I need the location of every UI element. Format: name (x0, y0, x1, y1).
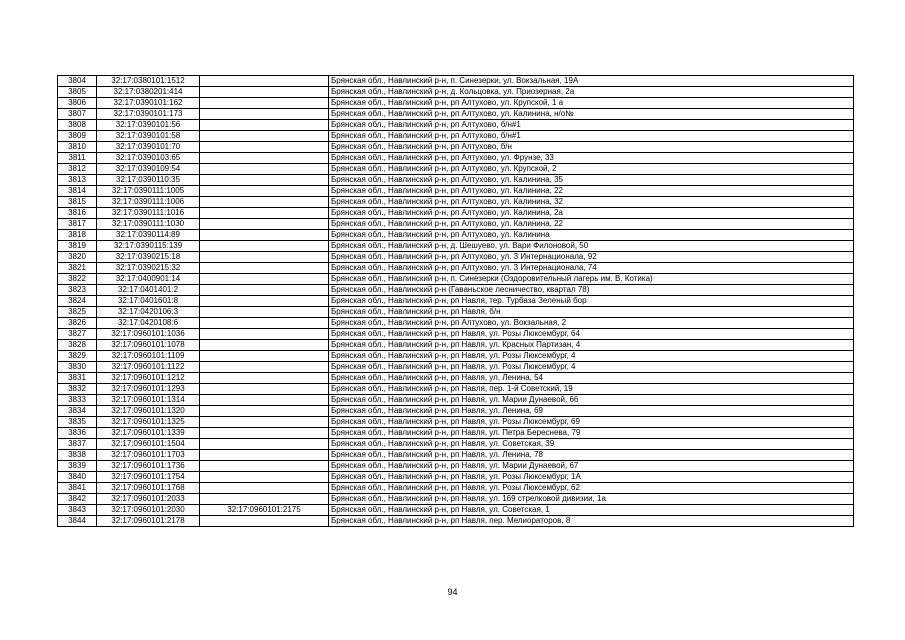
linked-cadastral-cell (200, 362, 329, 373)
linked-cadastral-cell (200, 494, 329, 505)
row-number-cell: 3808 (58, 120, 97, 131)
cadastral-number-cell: 32:17:0390110:35 (97, 175, 200, 186)
linked-cadastral-cell (200, 175, 329, 186)
table-row (58, 461, 854, 472)
cadastral-number-cell: 32:17:0960101:1036 (97, 329, 200, 340)
table-body (58, 76, 854, 527)
address-cell: Брянская обл., Навлинский р-н, рп Навля, пер. Мелиораторов, 8 (329, 516, 854, 527)
row-number-cell: 3831 (58, 373, 97, 384)
linked-cadastral-cell (200, 439, 329, 450)
table-row (58, 406, 854, 417)
address-cell: Брянская обл., Навлинский р-н, рп Навля, ул. Розы Люксембург, 4 (329, 362, 854, 373)
linked-cadastral-cell (200, 142, 329, 153)
cadastral-number-cell: 32:17:0960101:1212 (97, 373, 200, 384)
cadastral-number-cell: 32:17:0390101:162 (97, 98, 200, 109)
row-number-cell: 3844 (58, 516, 97, 527)
table-row (58, 230, 854, 241)
address-cell: Брянская обл., Навлинский р-н, рп Алтухово, ул. Калинина, 2а (329, 208, 854, 219)
row-number-cell: 3815 (58, 197, 97, 208)
address-cell: Брянская обл., Навлинский р-н, рп Навля, ул. Розы Люксембург, 62 (329, 483, 854, 494)
row-number-cell: 3811 (58, 153, 97, 164)
row-number-cell: 3839 (58, 461, 97, 472)
table-row (58, 131, 854, 142)
table-row (58, 208, 854, 219)
cadastral-number-cell: 32:17:0960101:1736 (97, 461, 200, 472)
linked-cadastral-cell (200, 274, 329, 285)
row-number-cell: 3824 (58, 296, 97, 307)
address-cell: Брянская обл., Навлинский р-н, рп Алтухово, ул. Крупской, 2 (329, 164, 854, 175)
cadastral-number-cell: 32:17:0390114:89 (97, 230, 200, 241)
cadastral-number-cell: 32:17:0960101:1078 (97, 340, 200, 351)
table-row (58, 153, 854, 164)
row-number-cell: 3817 (58, 219, 97, 230)
linked-cadastral-cell (200, 450, 329, 461)
table-row (58, 76, 854, 87)
row-number-cell: 3827 (58, 329, 97, 340)
row-number-cell: 3825 (58, 307, 97, 318)
table-row (58, 351, 854, 362)
linked-cadastral-cell (200, 230, 329, 241)
table-row (58, 439, 854, 450)
linked-cadastral-cell (200, 252, 329, 263)
cadastral-number-cell: 32:17:0390101:173 (97, 109, 200, 120)
cadastral-number-cell: 32:17:0960101:1504 (97, 439, 200, 450)
table-row (58, 87, 854, 98)
address-cell: Брянская обл., Навлинский р-н, рп Навля, ул. Советская, 1 (329, 505, 854, 516)
linked-cadastral-cell (200, 76, 329, 87)
row-number-cell: 3823 (58, 285, 97, 296)
address-cell: Брянская обл., Навлинский р-н, рп Алтухово, ул. 3 Интернационала, 92 (329, 252, 854, 263)
table-row (58, 142, 854, 153)
address-cell: Брянская обл., Навлинский р-н, рп Алтухово, ул. Калинина (329, 230, 854, 241)
row-number-cell: 3838 (58, 450, 97, 461)
linked-cadastral-cell (200, 307, 329, 318)
row-number-cell: 3806 (58, 98, 97, 109)
address-cell: Брянская обл., Навлинский р-н, рп Алтухово, б/н#1 (329, 131, 854, 142)
linked-cadastral-cell (200, 329, 329, 340)
cadastral-number-cell: 32:17:0390111:1006 (97, 197, 200, 208)
linked-cadastral-cell (200, 395, 329, 406)
cadastral-number-cell: 32:17:0400901:14 (97, 274, 200, 285)
cadastral-number-cell: 32:17:0390109:54 (97, 164, 200, 175)
table-row (58, 241, 854, 252)
address-cell: Брянская обл., Навлинский р-н, рп Алтухово, б/н (329, 142, 854, 153)
table-row (58, 472, 854, 483)
linked-cadastral-cell (200, 351, 329, 362)
linked-cadastral-cell (200, 472, 329, 483)
linked-cadastral-cell (200, 197, 329, 208)
address-cell: Брянская обл., Навлинский р-н, рп Навля, пер. 1-й Советский, 19 (329, 384, 854, 395)
cadastral-number-cell: 32:17:0960101:1122 (97, 362, 200, 373)
table-row (58, 109, 854, 120)
cadastral-number-cell: 32:17:0420108:6 (97, 318, 200, 329)
row-number-cell: 3828 (58, 340, 97, 351)
row-number-cell: 3832 (58, 384, 97, 395)
address-cell: Брянская обл., Навлинский р-н, рп Навля, ул. Розы Люксембург, 69 (329, 417, 854, 428)
linked-cadastral-cell (200, 516, 329, 527)
cadastral-table (57, 75, 854, 527)
cadastral-number-cell: 32:17:0960101:1325 (97, 417, 200, 428)
cadastral-number-cell: 32:17:0390115:139 (97, 241, 200, 252)
row-number-cell: 3834 (58, 406, 97, 417)
row-number-cell: 3813 (58, 175, 97, 186)
table-row (58, 197, 854, 208)
linked-cadastral-cell (200, 296, 329, 307)
cadastral-number-cell: 32:17:0960101:1754 (97, 472, 200, 483)
address-cell: Брянская обл., Навлинский р-н, рп Навля, ул. Марии Дунаевой, 66 (329, 395, 854, 406)
cadastral-number-cell: 32:17:0401401:2 (97, 285, 200, 296)
row-number-cell: 3833 (58, 395, 97, 406)
row-number-cell: 3818 (58, 230, 97, 241)
row-number-cell: 3809 (58, 131, 97, 142)
linked-cadastral-cell (200, 373, 329, 384)
linked-cadastral-cell (200, 219, 329, 230)
address-cell: Брянская обл., Навлинский р-н, рп Навля, ул. Красных Партизан, 4 (329, 340, 854, 351)
address-cell: Брянская обл., Навлинский р-н, рп Алтухово, ул. Вокзальная, 2 (329, 318, 854, 329)
table-row (58, 417, 854, 428)
linked-cadastral-cell (200, 340, 329, 351)
table-row (58, 274, 854, 285)
linked-cadastral-cell (200, 428, 329, 439)
linked-cadastral-cell (200, 109, 329, 120)
address-cell: Брянская обл., Навлинский р-н, рп Навля, ул. Петра Береснева, 79 (329, 428, 854, 439)
address-cell: Брянская обл., Навлинский р-н, рп Алтухово, ул. 3 Интернационала, 74 (329, 263, 854, 274)
linked-cadastral-cell: 32:17:0960101:2175 (200, 505, 329, 516)
row-number-cell: 3820 (58, 252, 97, 263)
address-cell: Брянская обл., Навлинский р-н, рп Навля, ул. Ленина, 78 (329, 450, 854, 461)
row-number-cell: 3826 (58, 318, 97, 329)
cadastral-number-cell: 32:17:0420106:3 (97, 307, 200, 318)
address-cell: Брянская обл., Навлинский р-н, рп Навля, ул. Розы Люксембург, 1А (329, 472, 854, 483)
table-row (58, 395, 854, 406)
row-number-cell: 3835 (58, 417, 97, 428)
cadastral-number-cell: 32:17:0380201:414 (97, 87, 200, 98)
cadastral-number-cell: 32:17:0390103:65 (97, 153, 200, 164)
table-row (58, 373, 854, 384)
address-cell: Брянская обл., Навлинский р-н, рп Навля, ул. Розы Люксембург, 64 (329, 329, 854, 340)
row-number-cell: 3830 (58, 362, 97, 373)
cadastral-number-cell: 32:17:0960101:1339 (97, 428, 200, 439)
table-row (58, 329, 854, 340)
linked-cadastral-cell (200, 285, 329, 296)
linked-cadastral-cell (200, 406, 329, 417)
table-row (58, 296, 854, 307)
cadastral-number-cell: 32:17:0390101:58 (97, 131, 200, 142)
cadastral-number-cell: 32:17:0390101:56 (97, 120, 200, 131)
row-number-cell: 3812 (58, 164, 97, 175)
table-row (58, 362, 854, 373)
cadastral-number-cell: 32:17:0390111:1016 (97, 208, 200, 219)
address-cell: Брянская обл., Навлинский р-н, рп Алтухово, б/н#1 (329, 120, 854, 131)
table-row (58, 98, 854, 109)
page-number: 94 (447, 587, 458, 597)
table-row (58, 318, 854, 329)
linked-cadastral-cell (200, 153, 329, 164)
cadastral-number-cell: 32:17:0390111:1030 (97, 219, 200, 230)
row-number-cell: 3842 (58, 494, 97, 505)
row-number-cell: 3829 (58, 351, 97, 362)
row-number-cell: 3841 (58, 483, 97, 494)
linked-cadastral-cell (200, 164, 329, 175)
cadastral-number-cell: 32:17:0960101:1768 (97, 483, 200, 494)
linked-cadastral-cell (200, 483, 329, 494)
table-row (58, 252, 854, 263)
row-number-cell: 3807 (58, 109, 97, 120)
address-cell: Брянская обл., Навлинский р-н, рп Навля, б/н (329, 307, 854, 318)
table-row (58, 307, 854, 318)
address-cell: Брянская обл., Навлинский р-н, рп Навля, ул. Советская, 39 (329, 439, 854, 450)
address-cell: Брянская обл., Навлинский р-н, рп Навля, тер. Турбаза Зеленый бор (329, 296, 854, 307)
linked-cadastral-cell (200, 186, 329, 197)
address-cell: Брянская обл., Навлинский р-н, рп Алтухово, ул. Калинина, 22 (329, 219, 854, 230)
row-number-cell: 3822 (58, 274, 97, 285)
row-number-cell: 3810 (58, 142, 97, 153)
address-cell: Брянская обл., Навлинский р-н, рп Алтухово, ул. Калинина, 35 (329, 175, 854, 186)
table-row (58, 263, 854, 274)
cadastral-number-cell: 32:17:0960101:1320 (97, 406, 200, 417)
linked-cadastral-cell (200, 87, 329, 98)
address-cell: Брянская обл., Навлинский р-н, рп Алтухово, ул. Крупской, 1 а (329, 98, 854, 109)
row-number-cell: 3821 (58, 263, 97, 274)
address-cell: Брянская обл., Навлинский р-н, д. Шешуево, ул. Вари Филоновой, 50 (329, 241, 854, 252)
table-row (58, 428, 854, 439)
linked-cadastral-cell (200, 120, 329, 131)
table-row (58, 120, 854, 131)
linked-cadastral-cell (200, 417, 329, 428)
table-row (58, 285, 854, 296)
cadastral-number-cell: 32:17:0960101:2033 (97, 494, 200, 505)
address-cell: Брянская обл., Навлинский р-н, д. Кольцовка, ул. Приозерная, 2а (329, 87, 854, 98)
table-row (58, 483, 854, 494)
linked-cadastral-cell (200, 263, 329, 274)
cadastral-number-cell: 32:17:0401601:8 (97, 296, 200, 307)
address-cell: Брянская обл., Навлинский р-н (Гаваньское лесничество, квартал 78) (329, 285, 854, 296)
linked-cadastral-cell (200, 241, 329, 252)
address-cell: Брянская обл., Навлинский р-н, рп Навля, ул. 169 стрелковой дивизии, 1а (329, 494, 854, 505)
address-cell: Брянская обл., Навлинский р-н, рп Алтухово, ул. Калинина, 32 (329, 197, 854, 208)
address-cell: Брянская обл., Навлинский р-н, рп Навля, ул. Марии Дунаевой, 67 (329, 461, 854, 472)
cadastral-number-cell: 32:17:0390215:18 (97, 252, 200, 263)
row-number-cell: 3837 (58, 439, 97, 450)
cadastral-number-cell: 32:17:0960101:2178 (97, 516, 200, 527)
address-cell: Брянская обл., Навлинский р-н, рп Алтухово, ул. Калинина, 22 (329, 186, 854, 197)
linked-cadastral-cell (200, 98, 329, 109)
cadastral-number-cell: 32:17:0390101:70 (97, 142, 200, 153)
address-cell: Брянская обл., Навлинский р-н, рп Алтухово, ул. Калинина, н/о№ (329, 109, 854, 120)
linked-cadastral-cell (200, 208, 329, 219)
cadastral-number-cell: 32:17:0960101:1293 (97, 384, 200, 395)
address-cell: Брянская обл., Навлинский р-н, п. Синезерки (Оздоровительный лагерь им. В. Котика) (329, 274, 854, 285)
address-cell: Брянская обл., Навлинский р-н, рп Навля, ул. Ленина, 54 (329, 373, 854, 384)
cadastral-number-cell: 32:17:0380101:1512 (97, 76, 200, 87)
table-row (58, 505, 854, 516)
address-cell: Брянская обл., Навлинский р-н, рп Алтухово, ул. Фрунзе, 33 (329, 153, 854, 164)
row-number-cell: 3840 (58, 472, 97, 483)
cadastral-number-cell: 32:17:0960101:1703 (97, 450, 200, 461)
address-cell: Брянская обл., Навлинский р-н, рп Навля, ул. Розы Люксембург, 4 (329, 351, 854, 362)
table-row (58, 175, 854, 186)
row-number-cell: 3805 (58, 87, 97, 98)
row-number-cell: 3804 (58, 76, 97, 87)
cadastral-number-cell: 32:17:0960101:1109 (97, 351, 200, 362)
row-number-cell: 3836 (58, 428, 97, 439)
table-row (58, 516, 854, 527)
address-cell: Брянская обл., Навлинский р-н, рп Навля, ул. Ленина, 69 (329, 406, 854, 417)
linked-cadastral-cell (200, 461, 329, 472)
row-number-cell: 3843 (58, 505, 97, 516)
row-number-cell: 3814 (58, 186, 97, 197)
cadastral-number-cell: 32:17:0390111:1005 (97, 186, 200, 197)
cadastral-number-cell: 32:17:0390215:32 (97, 263, 200, 274)
linked-cadastral-cell (200, 131, 329, 142)
table-row (58, 164, 854, 175)
table-row (58, 219, 854, 230)
table-row (58, 186, 854, 197)
table-row (58, 494, 854, 505)
row-number-cell: 3819 (58, 241, 97, 252)
table-row (58, 384, 854, 395)
address-cell: Брянская обл., Навлинский р-н, п. Синезерки, ул. Вокзальная, 19А (329, 76, 854, 87)
cadastral-number-cell: 32:17:0960101:1314 (97, 395, 200, 406)
cadastral-number-cell: 32:17:0960101:2030 (97, 505, 200, 516)
table-row (58, 340, 854, 351)
row-number-cell: 3816 (58, 208, 97, 219)
linked-cadastral-cell (200, 384, 329, 395)
linked-cadastral-cell (200, 318, 329, 329)
table-row (58, 450, 854, 461)
